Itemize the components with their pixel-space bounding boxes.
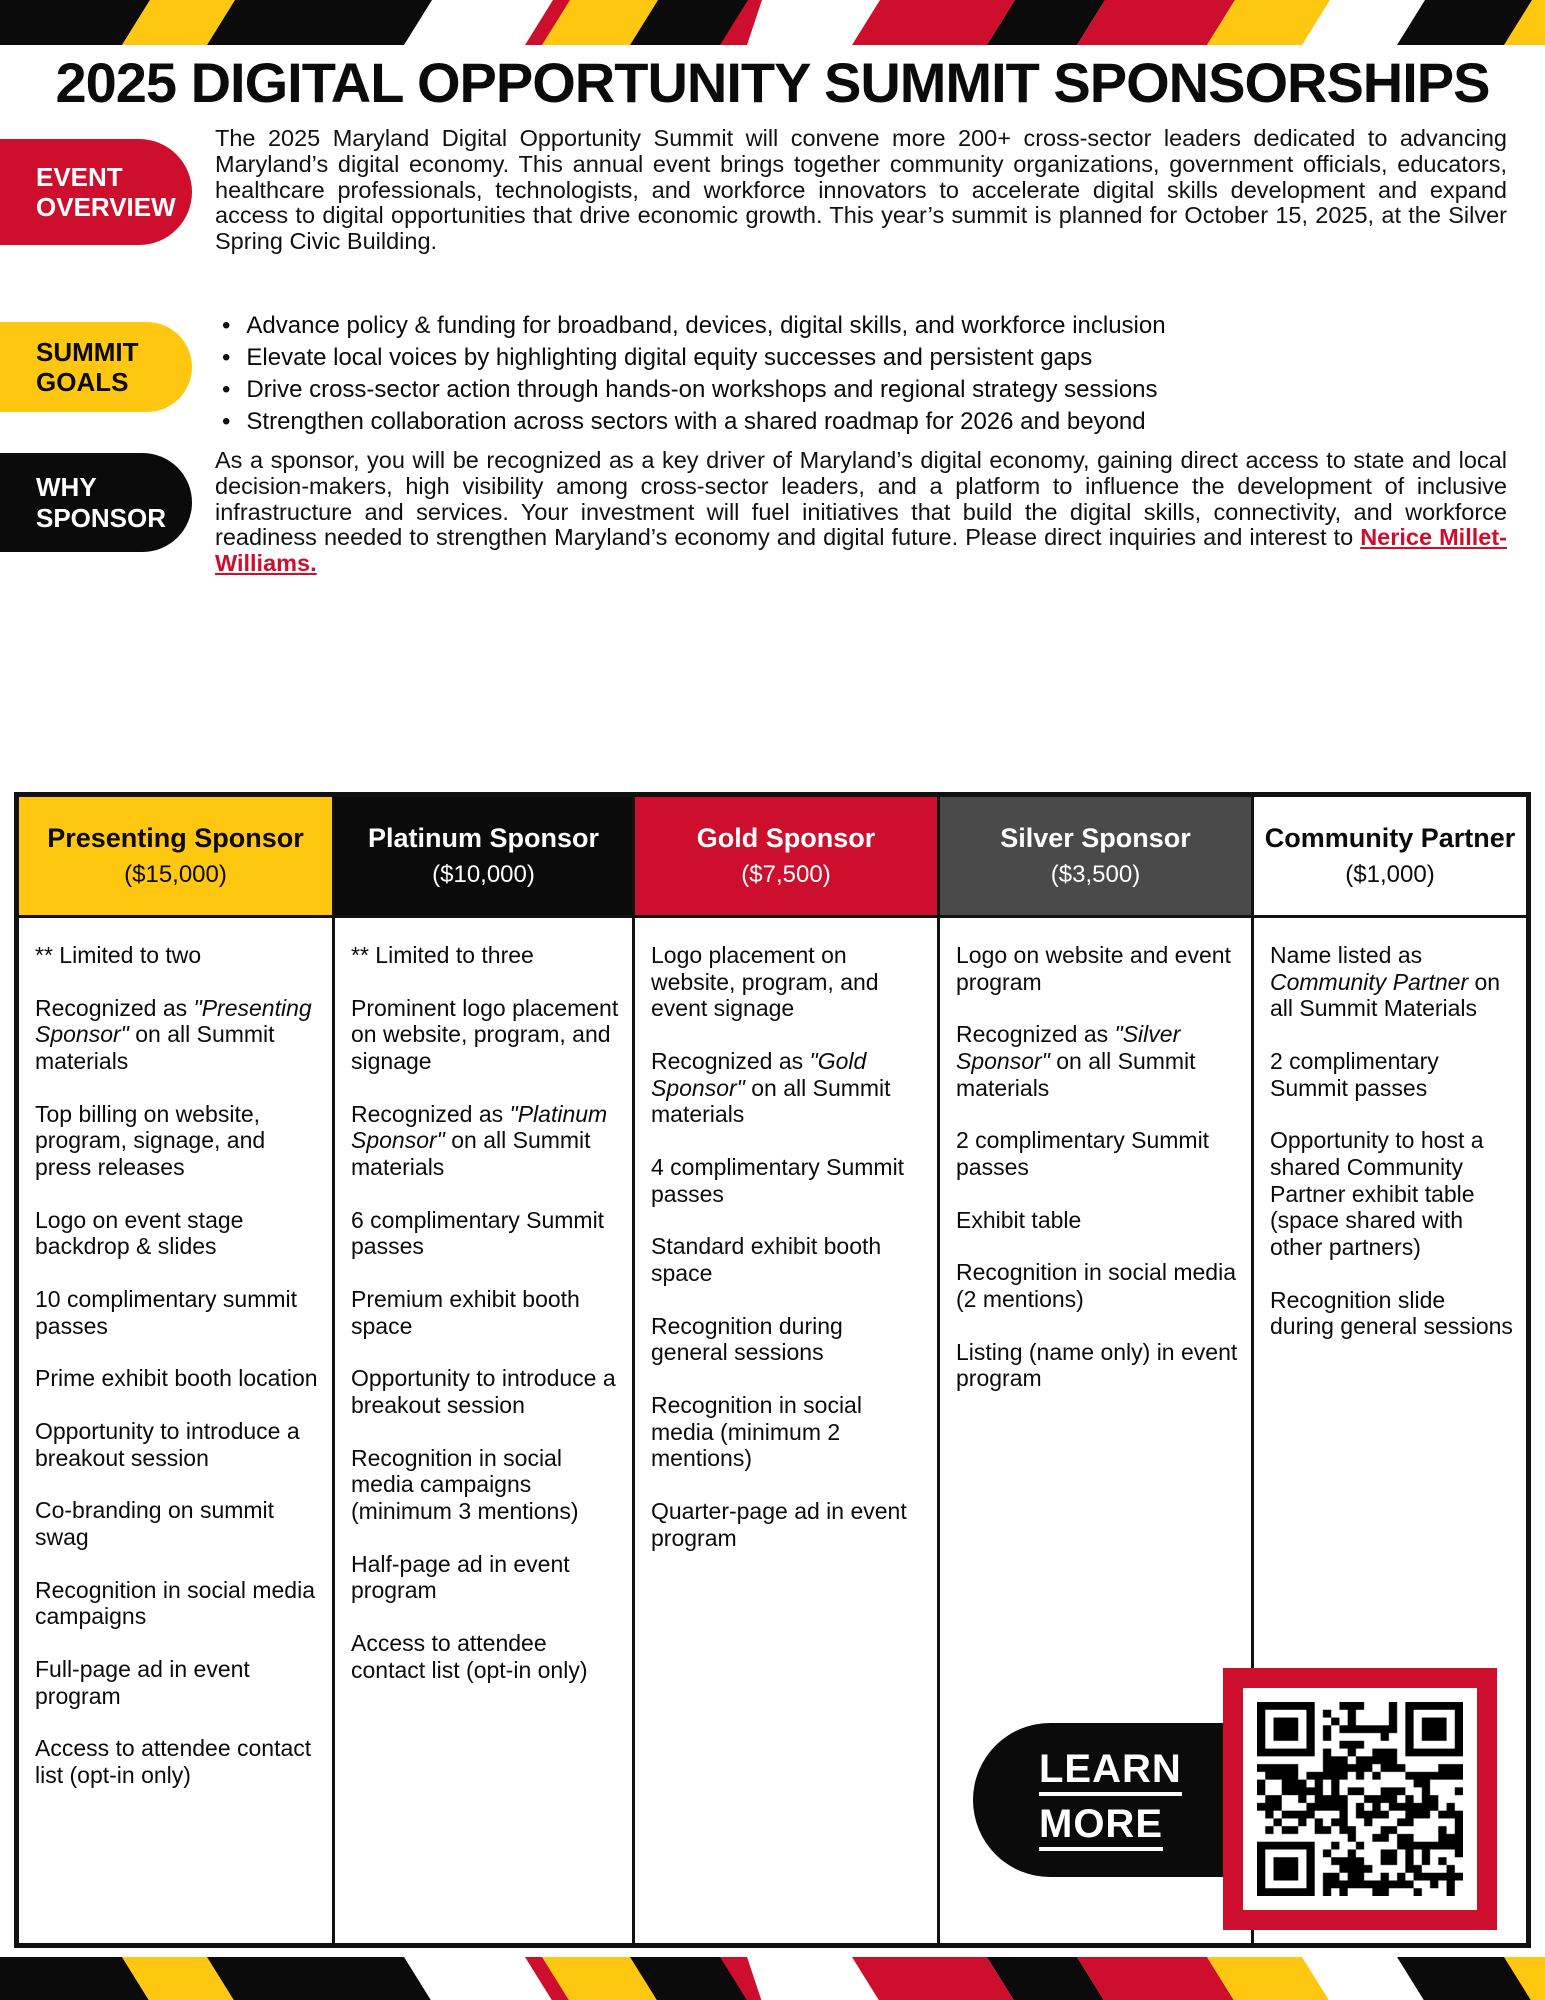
goal-item [222,374,1527,406]
goal-text: Elevate local voices by highlighting digital equity successes and persistent gaps [246,344,1093,371]
column-benefits-gold-sponsor: Logo placement on website, program, and event signage Recognized as "Gold Sponsor" on all Summit materials 4 complimentary Summit passes Standard exhibit booth space Recognition during general sessions Recognition in social media (minimum 2 mentions) Quarter-page ad in event program [635,918,937,1943]
why-sponsor-text [215,448,1507,577]
event-overview-text: The 2025 Maryland Digital Opportunity Summit will convene more 200+ cross-sector leaders dedicated to advancing Maryland’s digital economy. This annual event brings together community organizations, government officials, educators, healthcare professionals, technologists, and workforce innovators to accelerate digital skills development and expand access to digital opportunities that drive economic growth. This year’s summit is planned for October 15, 2025, at the Silver Spring Civic Building. [215,125,1507,255]
maryland-flag-border-bottom [0,1957,1545,2000]
column-header-silver-sponsor [940,797,1251,915]
column-price: ($7,500) [741,861,831,888]
why-sponsor-body: As a sponsor, you will be recognized as a key driver of Maryland’s digital economy, gaining direct access to state and local decision-makers, high visibility among cross-sector leaders, and a platform to influence the development of inclusive infrastructure and services. Your investment will fuel initiatives that build the digital skills, connectivity, and workforce readiness needed to strengthen Maryland’s economy and digital future. Please direct inquiries and interest to [215,447,1507,551]
column-price: ($1,000) [1345,861,1435,888]
goal-text: Advance policy & funding for broadband, devices, digital skills, and workforce inclusion [246,312,1166,339]
maryland-flag-border-top [0,0,1545,45]
column-title: Silver Sponsor [1000,823,1191,853]
why-sponsor-badge-line2: SPONSOR [36,502,167,533]
contact-link[interactable]: Nerice Millet-Williams. [215,524,1507,577]
column-price: ($15,000) [124,861,227,888]
column-benefits-platinum-sponsor: ** Limited to three Prominent logo placement on website, program, and signage Recognized as "Platinum Sponsor" on all Summit materials 6 complimentary Summit passes Premium exhibit booth space Opportunity to introduce a breakout session Recognition in social media campaigns (minimum 3 mentions) Half-page ad in event program Access to attendee contact list (opt-in only) [335,918,632,1943]
bullet-icon: • [222,408,231,435]
goal-item [222,342,1527,374]
summit-goals-list [222,310,1527,438]
event-overview-badge-line2: OVERVIEW [36,192,176,222]
learn-more-line2: MORE [1039,1804,1163,1851]
column-title: Presenting Sponsor [47,823,304,853]
column-benefits-presenting-sponsor: ** Limited to two Recognized as "Presenting Sponsor" on all Summit materials Top billing on website, program, signage, and press releases Logo on event stage backdrop & slides 10 complimentary summit passes Prime exhibit booth location Opportunity to introduce a breakout session Co-branding on summit swag Recognition in social media campaigns Full-page ad in event program Access to attendee contact list (opt-in only) [19,918,332,1943]
event-overview-badge [0,139,192,245]
column-header-community-partner [1254,797,1526,915]
event-overview-badge-line1: EVENT [36,161,123,192]
column-header-presenting-sponsor [19,797,332,915]
why-sponsor-badge [0,453,192,552]
bullet-icon: • [222,312,231,339]
summit-goals-badge-line1: SUMMIT [36,336,139,367]
goal-text: Strengthen collaboration across sectors with a shared roadmap for 2026 and beyond [246,408,1146,435]
column-header-gold-sponsor [635,797,937,915]
column-header-platinum-sponsor [335,797,632,915]
page-title: 2025 DIGITAL OPPORTUNITY SUMMIT SPONSORSHIPS [55,51,1490,114]
learn-more-button[interactable] [973,1723,1245,1877]
summit-goals-badge-line2: GOALS [36,367,129,397]
goal-item [222,406,1527,438]
goal-text: Drive cross-sector action through hands-on workshops and regional strategy sessions [246,376,1158,403]
bullet-icon: • [222,344,231,371]
bullet-icon: • [222,376,231,403]
column-benefits-community-partner: Name listed as Community Partner on all Summit Materials 2 complimentary Summit passes Opportunity to host a shared Community Partner exhibit table (space shared with other partners) Recognition slide during general sessions [1254,918,1526,1943]
column-price: ($10,000) [432,861,535,888]
column-price: ($3,500) [1050,861,1141,888]
column-title: Gold Sponsor [696,823,876,853]
learn-more-line1: LEARN [1039,1749,1182,1796]
goal-item [222,310,1527,342]
why-sponsor-badge-line1: WHY [36,472,97,503]
column-title: Platinum Sponsor [367,823,600,853]
column-benefits-silver-sponsor: Logo on website and event program Recognized as "Silver Sponsor" on all Summit materials 2 complimentary Summit passes Exhibit table Recognition in social media (2 mentions) Listing (name only) in event program [940,918,1251,1943]
column-title: Community Partner [1264,823,1516,853]
summit-goals-badge [0,322,192,412]
qr-code-pattern [1257,1702,1463,1896]
qr-code [1223,1668,1497,1930]
